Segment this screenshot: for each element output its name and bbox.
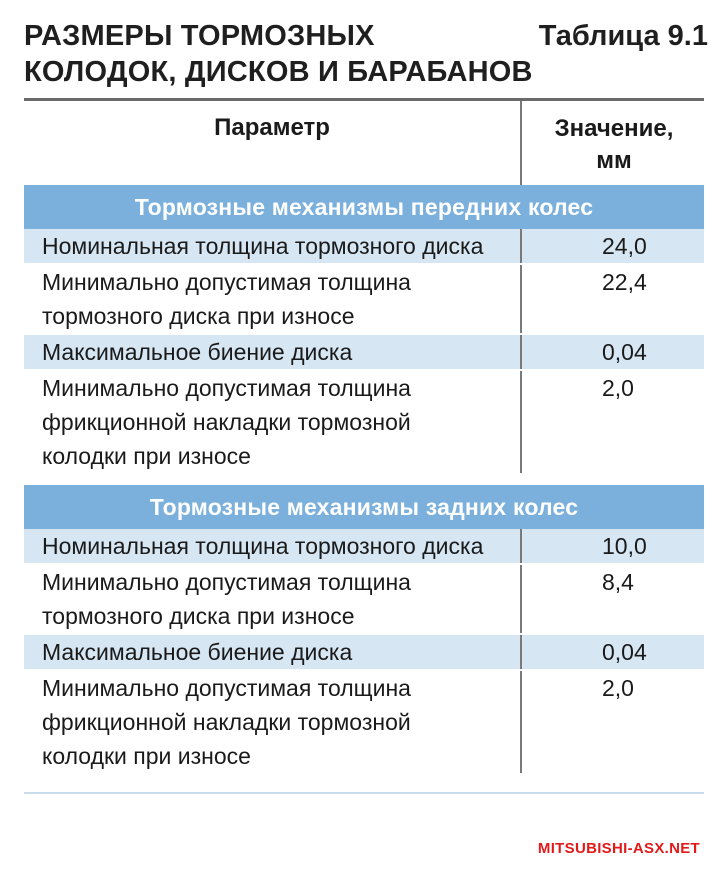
param-name <box>24 335 522 369</box>
table-row <box>24 565 704 635</box>
param-name-line: Минимально допустимая толщина <box>42 675 411 701</box>
param-name-line: Номинальная толщина тормозного диска <box>42 233 484 259</box>
param-name <box>24 371 522 473</box>
param-name <box>24 265 522 333</box>
column-header-value-line-2: мм <box>596 147 632 174</box>
section-front-brakes: Тормозные механизмы передних колес <box>24 185 704 229</box>
param-value: 2,0 <box>602 675 634 701</box>
param-value: 22,4 <box>602 269 647 295</box>
table-row <box>24 229 704 265</box>
param-name <box>24 565 522 633</box>
param-name-line: Минимально допустимая толщина <box>42 269 411 295</box>
table-row <box>24 335 704 371</box>
param-name <box>24 229 522 263</box>
table-row <box>24 635 704 671</box>
title-line-1: РАЗМЕРЫ ТОРМОЗНЫХ <box>24 20 375 52</box>
table-header <box>24 98 704 185</box>
section-rear-brakes: Тормозные механизмы задних колес <box>24 485 704 529</box>
param-value: 0,04 <box>602 639 647 665</box>
column-header-value-line-1: Значение, <box>554 115 674 142</box>
brake-dimensions-table <box>24 98 704 794</box>
param-name-line: Максимальное биение диска <box>42 339 353 365</box>
param-name-line: фрикционной накладки тормозной <box>42 409 411 435</box>
param-name-line: Номинальная толщина тормозного диска <box>42 533 484 559</box>
param-name-line: Минимально допустимая толщина <box>42 569 411 595</box>
table-row <box>24 371 704 475</box>
table-number: Таблица 9.1 <box>538 20 708 52</box>
param-name <box>24 635 522 669</box>
title-line-2: КОЛОДОК, ДИСКОВ И БАРАБАНОВ <box>24 56 533 88</box>
param-name-line: тормозного диска при износе <box>42 303 355 329</box>
document-header <box>24 18 708 98</box>
param-name-line: колодки при износе <box>42 743 251 769</box>
param-value: 24,0 <box>602 233 647 259</box>
param-name <box>24 529 522 563</box>
param-value: 10,0 <box>602 533 647 559</box>
param-name-line: колодки при износе <box>42 443 251 469</box>
table-row <box>24 671 704 775</box>
param-value: 0,04 <box>602 339 647 365</box>
table-row <box>24 529 704 565</box>
param-name-line: Минимально допустимая толщина <box>42 375 411 401</box>
column-header-param: Параметр <box>24 101 522 185</box>
param-name-line: Максимальное биение диска <box>42 639 353 665</box>
param-value: 8,4 <box>602 569 634 595</box>
param-name <box>24 671 522 773</box>
column-header-value <box>524 101 704 185</box>
param-value: 2,0 <box>602 375 634 401</box>
param-name-line: тормозного диска при износе <box>42 603 355 629</box>
table-row <box>24 265 704 335</box>
param-name-line: фрикционной накладки тормозной <box>42 709 411 735</box>
site-watermark: MITSUBISHI-ASX.NET <box>537 840 700 857</box>
